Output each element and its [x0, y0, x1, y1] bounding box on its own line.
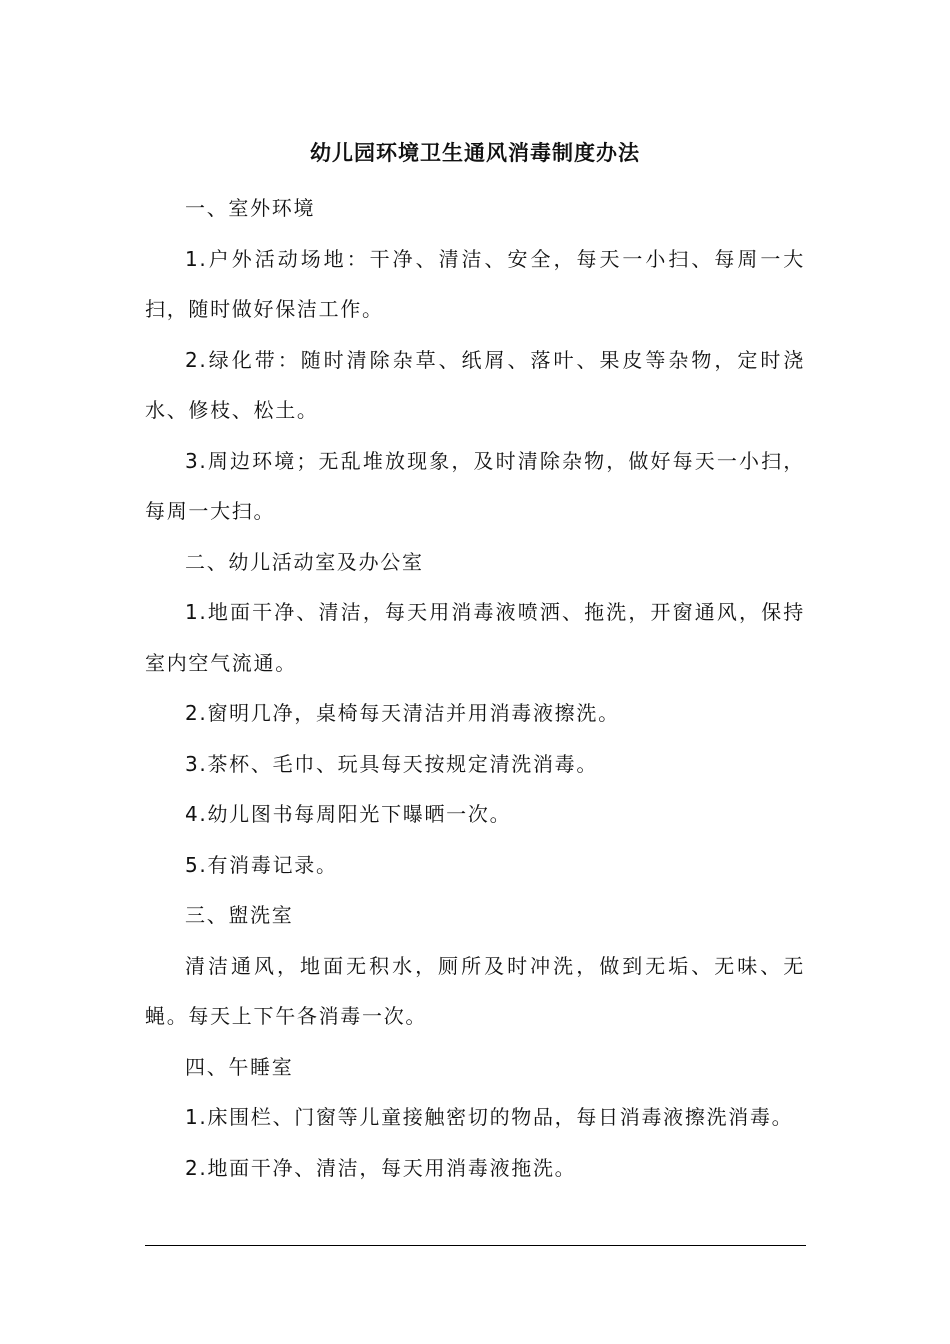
- paragraph-green-belt: 2.绿化带：随时清除杂草、纸屑、落叶、果皮等杂物，定时浇水、修枝、松土。: [145, 347, 805, 422]
- section-heading-washroom: 三、盥洗室: [185, 903, 294, 927]
- section-heading-activity-room: 二、幼儿活动室及办公室: [185, 549, 424, 574]
- paragraph-bed-rails: 1.床围栏、门窗等儿童接触密切的物品，每日消毒液擦洗消毒。: [185, 1105, 794, 1129]
- section-heading-nap-room: 四、午睡室: [185, 1054, 294, 1079]
- paragraph-floor-cleaning: 1.地面干净、清洁，每天用消毒液喷洒、拖洗，开窗通风，保持室内空气流通。: [145, 600, 805, 675]
- paragraph-outdoor-activity-area: 1.户外活动场地：干净、清洁、安全，每天一小扫、每周一大扫，随时做好保洁工作。: [145, 246, 805, 321]
- paragraph-cups-towels-toys: 3.茶杯、毛巾、玩具每天按规定清洗消毒。: [185, 751, 599, 776]
- paragraph-surrounding-environment: 3.周边环境；无乱堆放现象，及时清除杂物，做好每天一小扫，每周一大扫。: [145, 448, 805, 523]
- paragraph-books-sunlight: 4.幼儿图书每周阳光下曝晒一次。: [185, 802, 512, 826]
- document-body: [145, 183, 805, 1193]
- paragraph-washroom: 清洁通风，地面无积水，厕所及时冲洗，做到无垢、无味、无蝇。每天上下午各消毒一次。: [145, 953, 805, 1028]
- paragraph-windows-desks: 2.窗明几净，桌椅每天清洁并用消毒液擦洗。: [185, 701, 620, 725]
- paragraph-nap-room-floor: 2.地面干净、清洁，每天用消毒液拖洗。: [185, 1155, 577, 1180]
- document-title: 幼儿园环境卫生通风消毒制度办法: [310, 141, 640, 165]
- section-heading-outdoor: 一、室外环境: [185, 196, 316, 220]
- footer-divider: [145, 1245, 806, 1246]
- paragraph-disinfection-record: 5.有消毒记录。: [185, 852, 338, 877]
